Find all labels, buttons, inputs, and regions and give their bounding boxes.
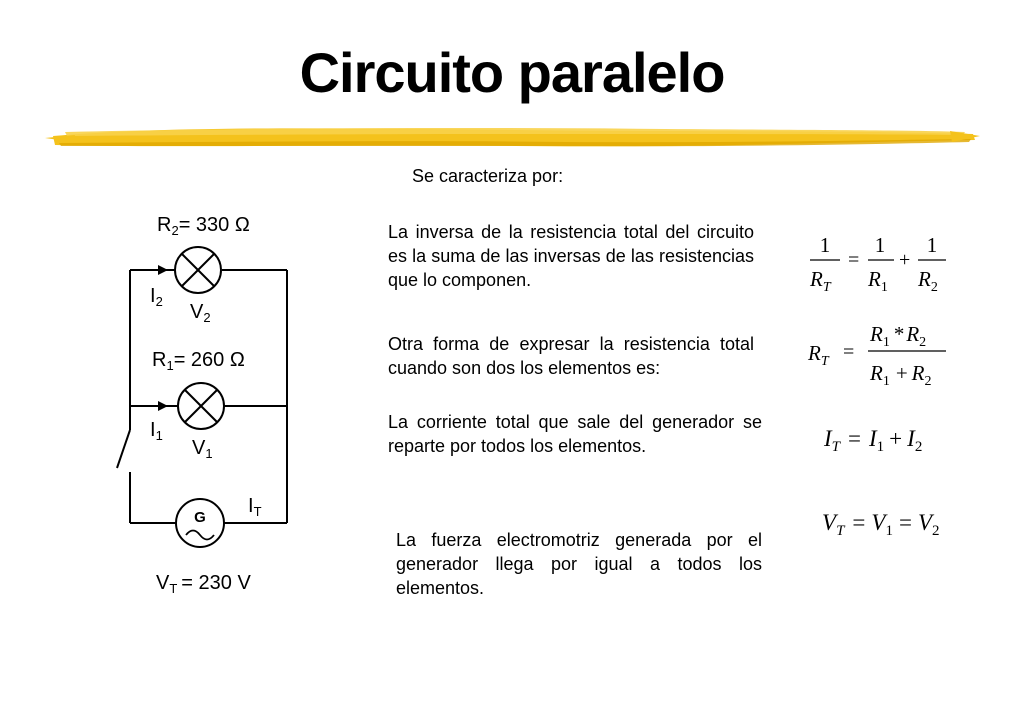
generator-label: G <box>194 509 206 526</box>
svg-text:1: 1 <box>926 233 938 257</box>
label-i2: $I_2$ <box>150 285 163 309</box>
yellow-brush-stroke-decoration <box>45 118 980 158</box>
label-v2: $V_2$ <box>190 301 211 325</box>
section-subtitle: Se caracteriza por: <box>412 166 564 186</box>
svg-text:=: = <box>843 341 855 363</box>
label-i1: $I_1$ <box>150 419 163 443</box>
arrow-i1-icon <box>158 401 168 411</box>
svg-text:VT=V1=V2: $V_T = V_1 = V_2$ <box>822 510 940 539</box>
formula-voltage <box>822 510 940 539</box>
svg-text:1: 1 <box>819 233 831 257</box>
svg-text:IT=I1+I2: $I_T = I_1 + I_2$ <box>824 426 923 455</box>
formula-inverse-resistance <box>809 233 946 295</box>
arrow-i2-icon <box>158 265 168 275</box>
svg-text:RT: $R_T$ <box>810 267 831 295</box>
slide-title: Circuito paralelo <box>299 41 725 104</box>
formula-total-current <box>823 426 922 455</box>
lamp-2-icon <box>175 247 221 293</box>
label-vt: $V_T = 230$ V <box>156 572 251 596</box>
svg-text:R1*R2: $R_1$ $*R_2$ <box>870 322 927 350</box>
parallel-circuit-diagram <box>100 200 300 600</box>
svg-text:R2: $R_2$ <box>918 267 938 295</box>
formula-two-resistors <box>807 322 946 389</box>
svg-text:=: = <box>848 249 860 271</box>
paragraph-emf: La fuerza electromotriz generada por el generador llega por igual a todos los elementos. <box>396 530 762 598</box>
label-v1: $V_1$ <box>192 437 213 461</box>
svg-text:1: 1 <box>874 233 886 257</box>
svg-text:+: + <box>899 249 911 271</box>
svg-text:R1: $R_1$ <box>868 267 888 295</box>
label-it: $I_T$ <box>248 495 262 519</box>
svg-text:R1+R2: $R_1 + R_2$ <box>870 361 932 389</box>
generator-icon <box>176 499 224 547</box>
svg-text:RT: $R_T$ <box>808 341 829 369</box>
paragraph-total-current: La corriente total que sale del generador se reparte por todos los elementos. <box>388 412 762 456</box>
label-r1: $R_1= 260$ Ω <box>152 349 245 373</box>
label-r2: $R_2= 330$ Ω <box>157 214 250 238</box>
open-switch <box>117 430 130 468</box>
paragraph-inverse-resistance: La inversa de la resistencia total del circuito es la suma de las inversas de las resistencias que lo componen. <box>388 222 754 290</box>
lamp-1-icon <box>178 383 224 429</box>
paragraph-two-resistors: Otra forma de expresar la resistencia total cuando son dos los elementos es: <box>388 334 754 378</box>
formulas-panel <box>780 220 980 550</box>
